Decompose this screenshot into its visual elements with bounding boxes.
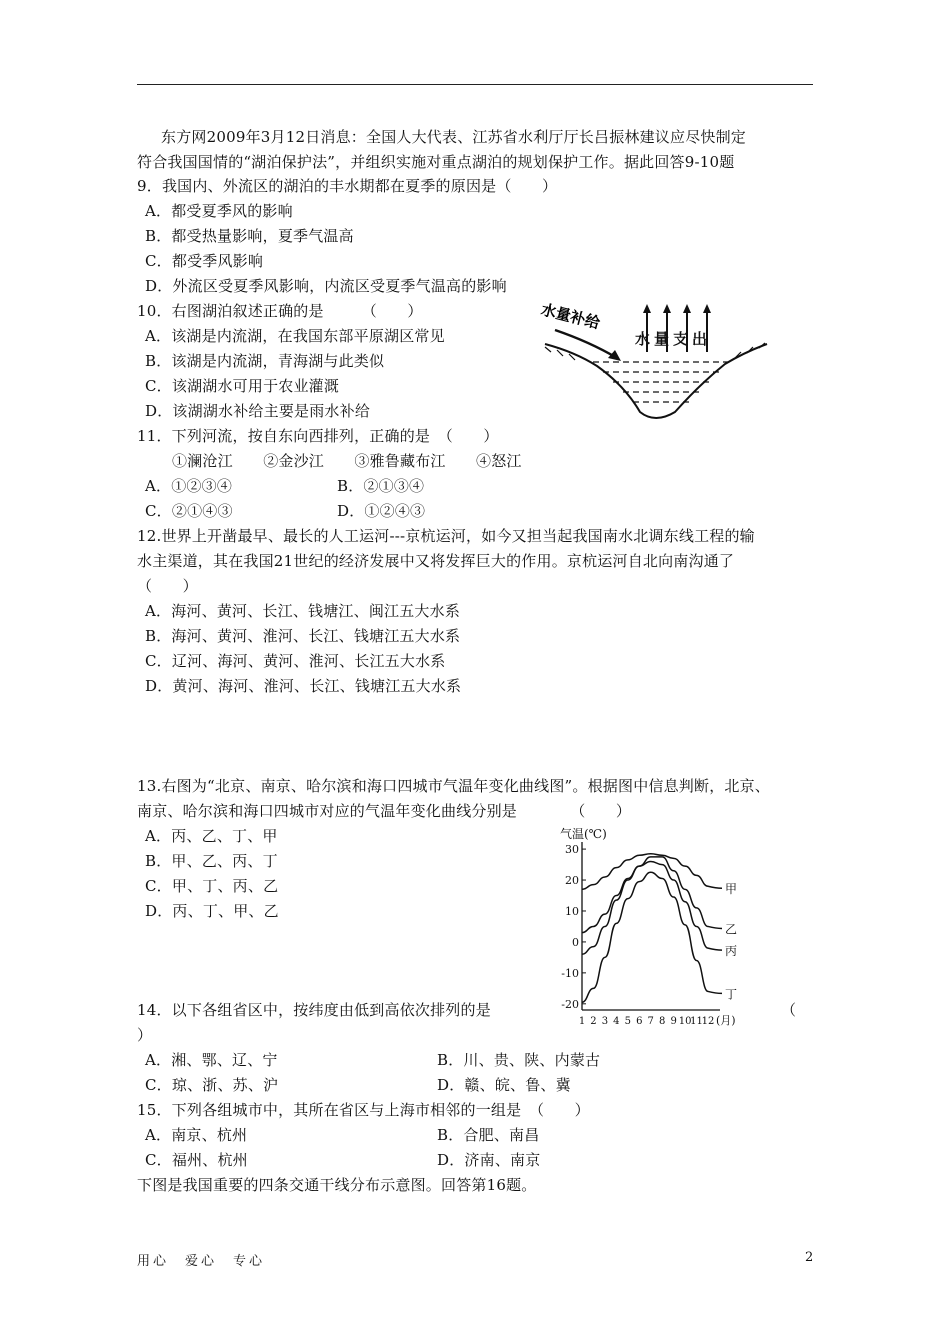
q14-paren-close: ） [137, 1026, 153, 1044]
q15-option-b: B．合肥、南昌 [437, 1126, 540, 1144]
temperature-chart [558, 824, 798, 1032]
x-axis-unit: (月) [716, 1014, 736, 1027]
series-label-乙: 乙 [725, 922, 738, 937]
footer-motto: 用心 爱心 专心 [137, 1254, 266, 1269]
q12-stem-line-2: 水主渠道，其在我国21世纪的经济发展中又将发挥巨大的作用。京杭运河自北向南沟通了 [137, 552, 735, 570]
q10-option-d: D．该湖湖水补给主要是雨水补给 [145, 402, 371, 420]
q9-option-a: A．都受夏季风的影响 [145, 202, 293, 220]
q13-stem-line-2: 南京、哈尔滨和海口四城市对应的气温年变化曲线分别是 （ ） [137, 802, 632, 820]
q10-option-b: B．该湖是内流湖，青海湖与此类似 [145, 352, 385, 370]
y-tick-label: -10 [561, 966, 579, 980]
lake-water-balance-figure [535, 300, 775, 428]
q10-option-c: C．该湖湖水可用于农业灌溉 [145, 377, 340, 395]
series-label-甲: 甲 [725, 882, 738, 897]
x-tick-label: 6 [636, 1016, 643, 1027]
lake-water-lines [593, 362, 731, 402]
q15-option-c: C．福州、杭州 [145, 1151, 248, 1169]
q13-option-c: C．甲、丁、丙、乙 [145, 877, 279, 895]
q14-option-a: A．湘、鄂、辽、宁 [145, 1051, 278, 1069]
series-line-甲 [582, 854, 722, 890]
q14-stem: 14．以下各组省区中，按纬度由低到高依次排列的是 [137, 1001, 491, 1019]
y-tick-label: 0 [572, 935, 579, 949]
q11-items: ①澜沧江 ②金沙江 ③雅鲁藏布江 ④怒江 [172, 452, 522, 470]
q11-option-d: D．①②④③ [337, 502, 426, 520]
y-tick-label: 10 [565, 904, 579, 918]
series-label-丁: 丁 [725, 987, 738, 1002]
x-tick-label: 10 [678, 1016, 692, 1027]
x-tick-label: 8 [658, 1016, 666, 1027]
q16-intro: 下图是我国重要的四条交通干线分布示意图。回答第16题。 [137, 1176, 537, 1194]
x-tick-label: 3 [601, 1016, 609, 1027]
q12-option-d: D．黄河、海河、淮河、长江、钱塘江五大水系 [145, 677, 462, 695]
inflow-arrowhead [608, 350, 621, 361]
q14-paren-open: （ [781, 1001, 797, 1019]
x-tick-label: 5 [624, 1016, 632, 1027]
x-tick-label: 1 [578, 1016, 586, 1027]
q12-option-c: C．辽河、海河、黄河、淮河、长江五大水系 [145, 652, 446, 670]
q9-option-d: D．外流区受夏季风影响，内流区受夏季气温高的影响 [145, 277, 507, 295]
q9-option-b: B．都受热量影响，夏季气温高 [145, 227, 354, 245]
q13-stem-line-1: 13.右图为“北京、南京、哈尔滨和海口四城市气温年变化曲线图”。根据图中信息判断，北京、 [137, 777, 770, 795]
inflow-arrow [555, 330, 617, 358]
q12-stem-line-1: 12.世界上开凿最早、最长的人工运河---京杭运河，如今又担当起我国南水北调东线工程的输 [137, 527, 755, 545]
y-tick-label: 30 [565, 843, 579, 857]
q12-option-a: A．海河、黄河、长江、钱塘江、闽江五大水系 [145, 602, 461, 620]
q14-option-d: D．赣、皖、鲁、冀 [437, 1076, 571, 1094]
header-rule [137, 84, 813, 85]
x-tick-label: 2 [590, 1016, 597, 1027]
series-line-乙 [582, 857, 722, 933]
q12-stem-line-3: （ ） [137, 577, 198, 595]
series-label-丙: 丙 [725, 944, 738, 959]
lake-basin [545, 344, 767, 418]
q13-option-a: A．丙、乙、丁、甲 [145, 827, 278, 845]
y-tick-label: 20 [565, 874, 579, 888]
chart-ylabel: 气温(℃) [560, 827, 607, 841]
q14-option-b: B．川、贵、陕、内蒙古 [437, 1051, 601, 1069]
x-tick-label: 12 [701, 1016, 715, 1027]
q15-option-a: A．南京、杭州 [145, 1126, 248, 1144]
q9-stem: 9．我国内、外流区的湖泊的丰水期都在夏季的原因是（ ） [137, 177, 558, 195]
q11-option-b: B．②①③④ [337, 477, 425, 495]
q13-option-b: B．甲、乙、丙、丁 [145, 852, 278, 870]
q9-option-c: C．都受季风影响 [145, 252, 264, 270]
x-tick-label: 9 [670, 1016, 677, 1027]
y-tick-label: -20 [561, 997, 579, 1011]
intro-line-1: 东方网2009年3月12日消息：全国人大代表、江苏省水利厅厅长吕振林建议应尽快制定 [161, 128, 747, 146]
q15-option-d: D．济南、南京 [437, 1151, 541, 1169]
x-tick-label: 11 [690, 1016, 703, 1027]
q15-stem: 15．下列各组城市中，其所在省区与上海市相邻的一组是 （ ） [137, 1101, 590, 1119]
q10-option-a: A．该湖是内流湖，在我国东部平原湖区常见 [145, 327, 445, 345]
x-tick-label: 4 [613, 1016, 620, 1027]
page-number: 2 [805, 1250, 814, 1265]
q13-option-d: D．丙、丁、甲、乙 [145, 902, 279, 920]
series-line-丁 [582, 872, 722, 1002]
outflow-label: 水量支出 [635, 330, 712, 348]
q10-stem: 10．右图湖泊叙述正确的是 （ ） [137, 302, 423, 320]
x-tick-label: 7 [647, 1016, 654, 1027]
q12-option-b: B．海河、黄河、淮河、长江、钱塘江五大水系 [145, 627, 461, 645]
series-line-丙 [582, 861, 722, 954]
q11-stem: 11．下列河流，按自东向西排列，正确的是 （ ） [137, 427, 499, 445]
intro-line-2: 符合我国国情的“湖泊保护法”，并组织实施对重点湖泊的规划保护工作。据此回答9-10题 [137, 153, 735, 171]
q11-option-a: A．①②③④ [145, 477, 233, 495]
q14-option-c: C．琼、浙、苏、沪 [145, 1076, 279, 1094]
inflow-label: 水量补给 [539, 300, 602, 333]
q11-option-c: C．②①④③ [145, 502, 233, 520]
